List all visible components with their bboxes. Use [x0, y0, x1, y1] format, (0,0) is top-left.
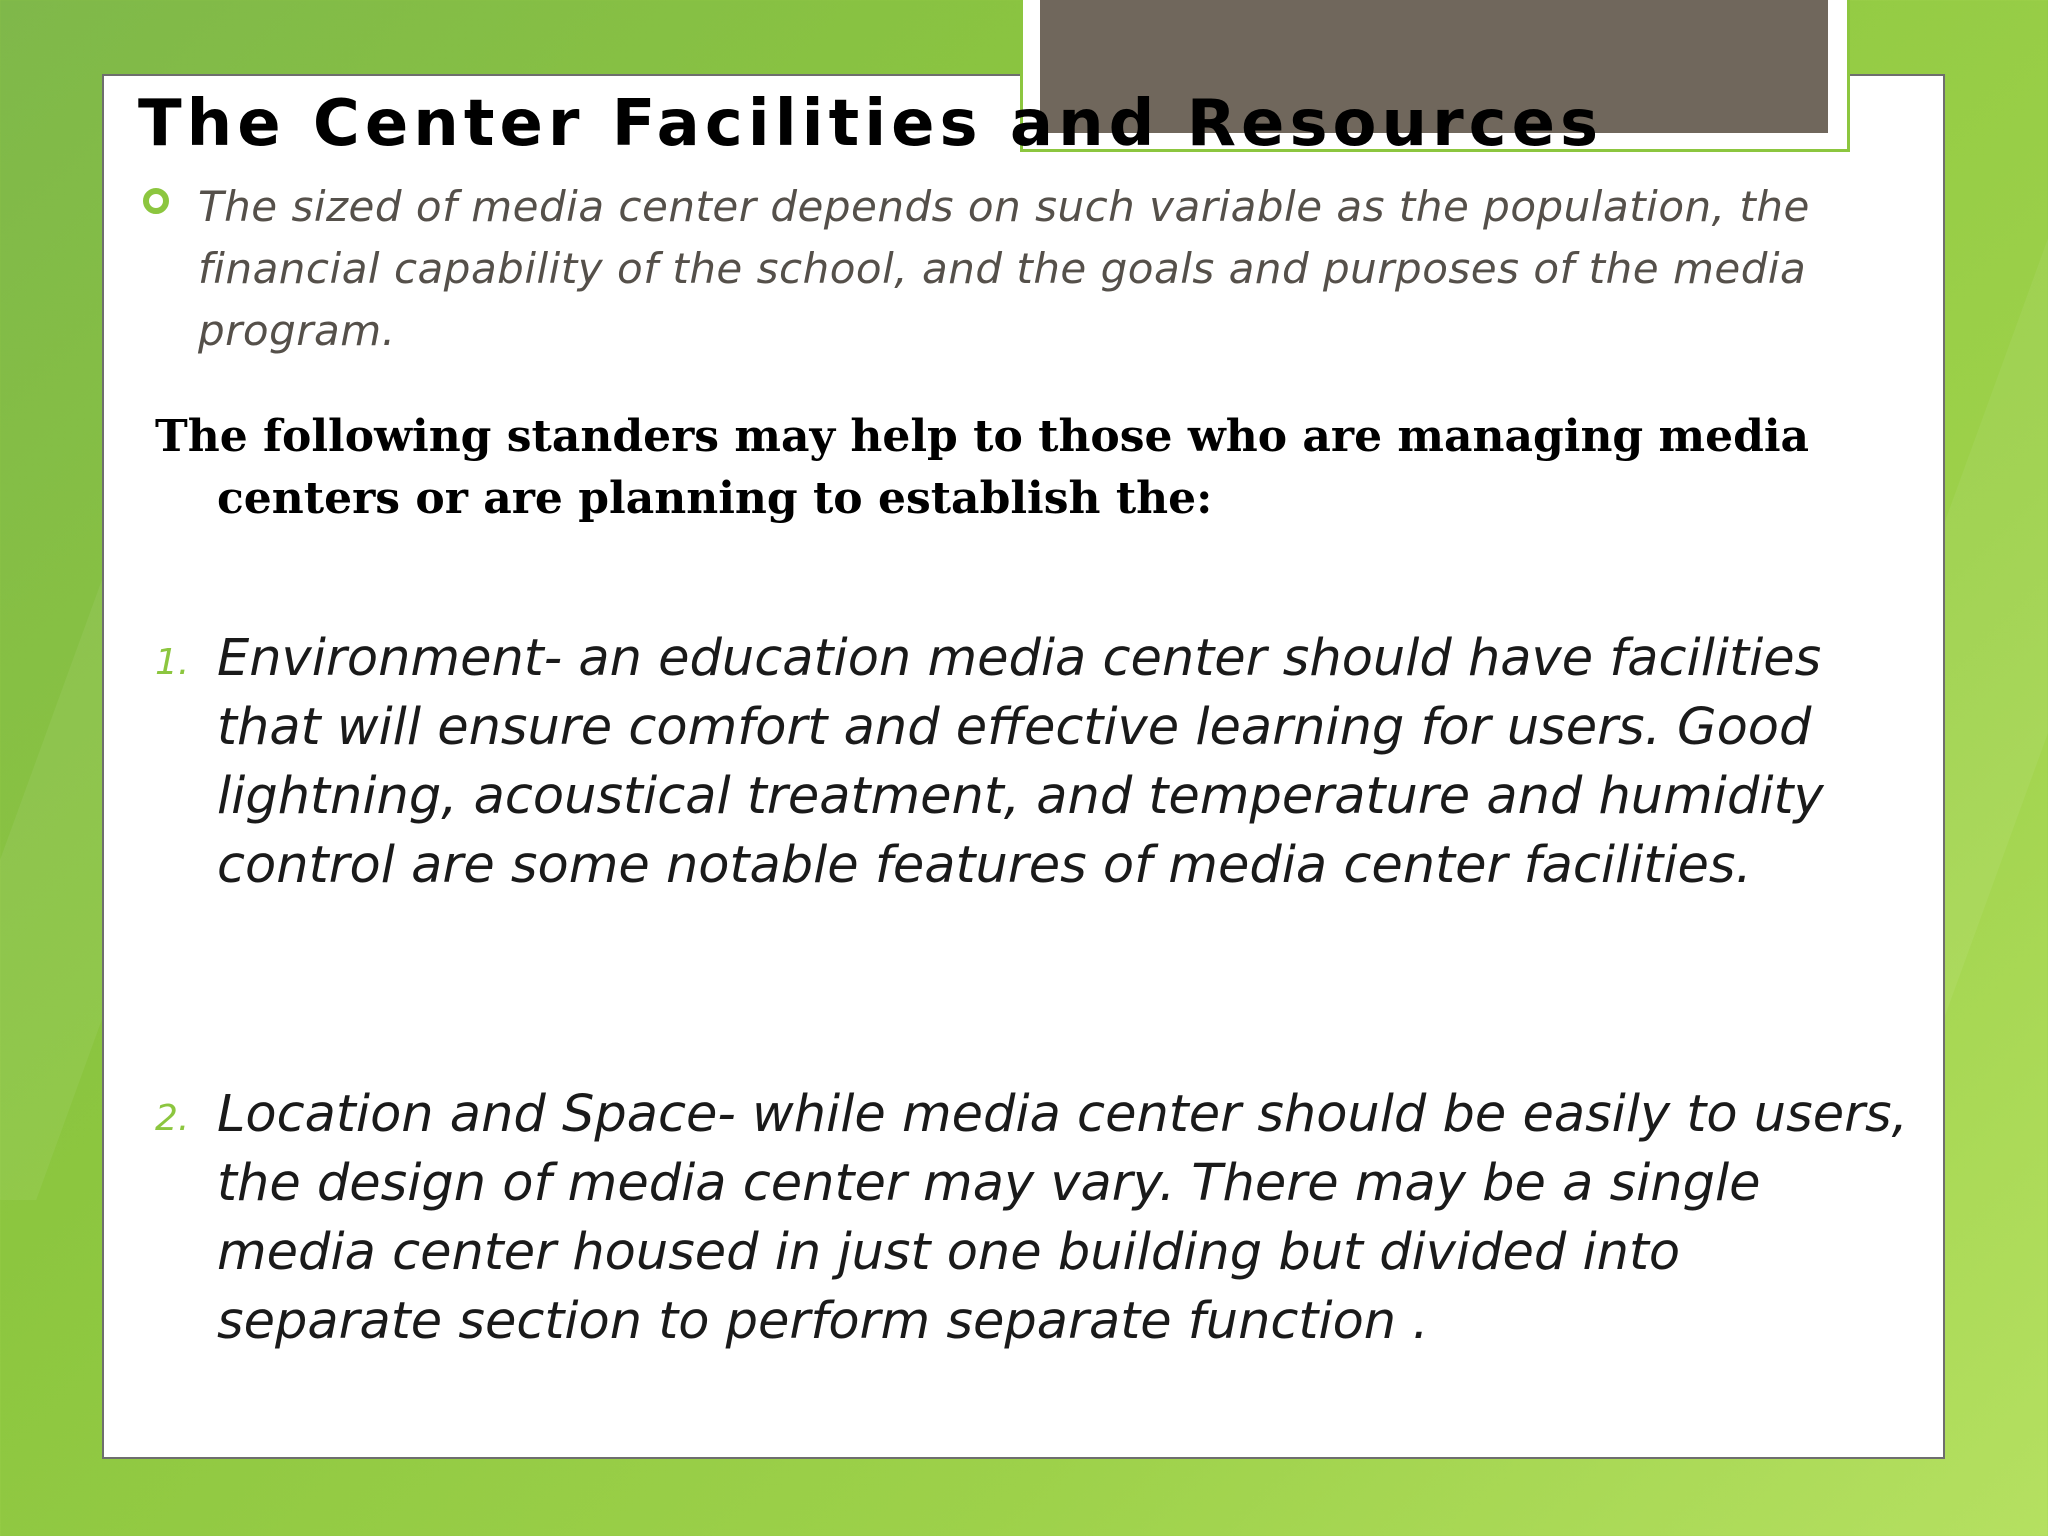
list-item-number: 1. [155, 642, 190, 683]
list-item-number: 2. [155, 1098, 190, 1139]
standards-heading: The following standers may help to those who are managing media centers or are planning to establish the: [155, 411, 1810, 524]
list-item-text: Environment- an education media center should have facilities that will ensure comfort and effective learning for users. Good lightning, acoustical treatment, and temperature and humidity control are some notable features of media center facilities. [217, 629, 1824, 895]
intro-paragraph: The sized of media center depends on such variable as the population, the financial capability of the school, and the goals and purposes of the media program. [198, 182, 1810, 355]
list-item-text: Location and Space- while media center should be easily to users, the design of media center may vary. There may be a single media center housed in just one building but divided into separate section to perform separate function . [217, 1085, 1908, 1351]
list-item [155, 624, 1915, 900]
list-item [155, 1080, 1915, 1356]
slide-title: The Center Facilities and Resources [138, 87, 1604, 161]
circle-bullet-icon [143, 188, 169, 214]
